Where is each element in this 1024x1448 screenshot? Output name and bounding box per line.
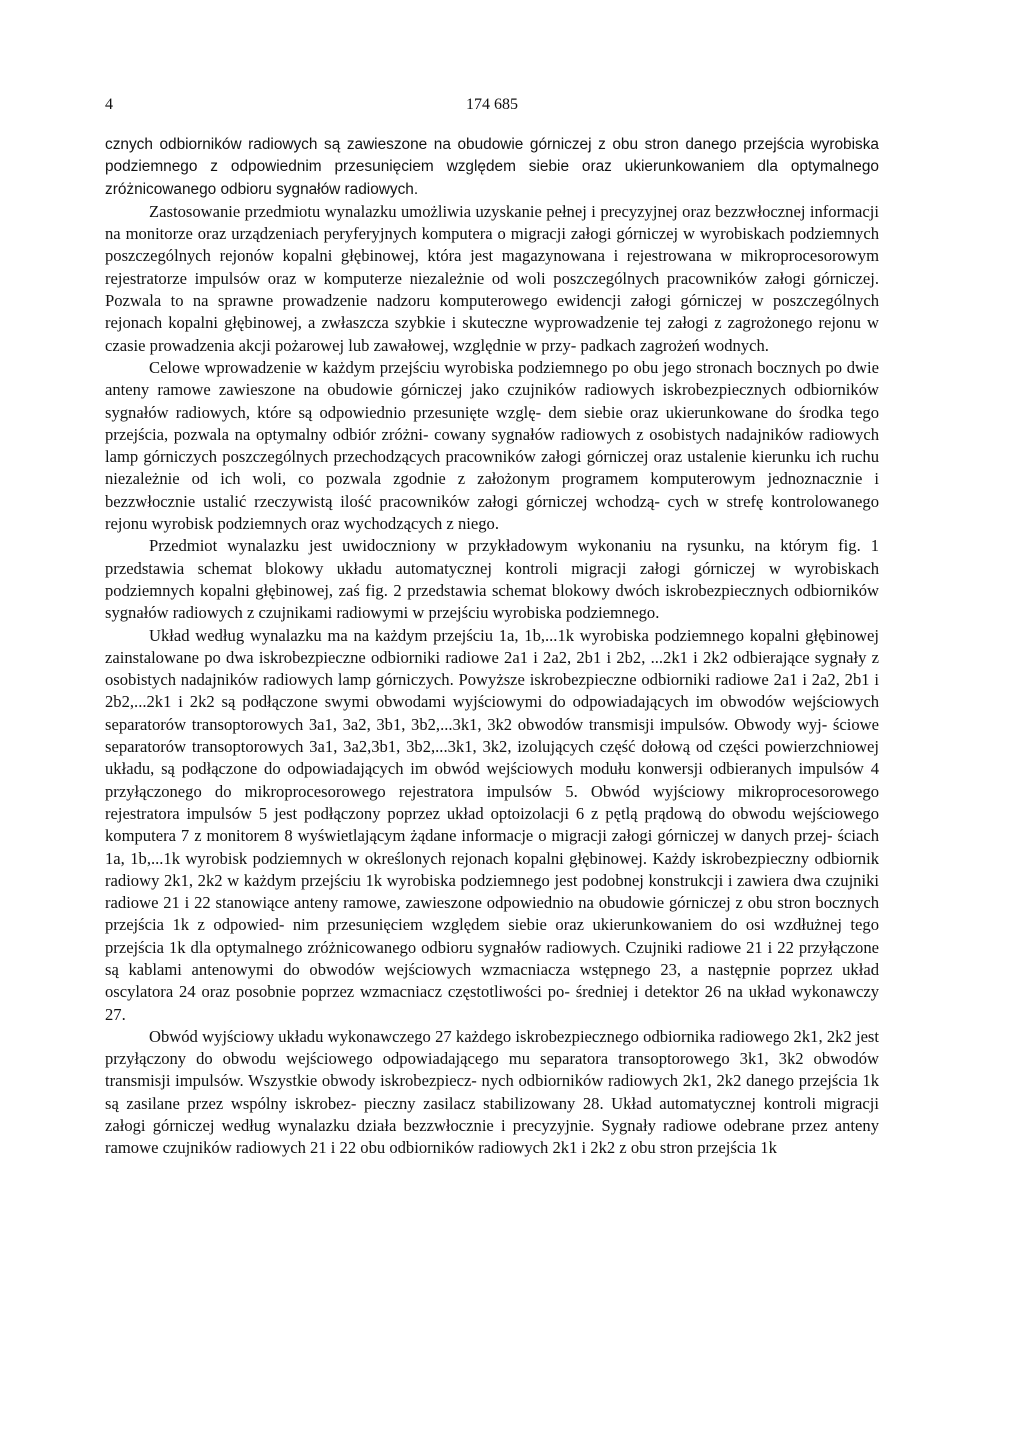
body-text [105, 134, 879, 1160]
paragraph-5: Układ według wynalazku ma na każdym przejściu 1a, 1b,...1k wyrobiska podziemnego kopalni głębinowej zainstalowane po dwa iskrobezpieczne odbiorniki radiowe 2a1 i 2a2, 2b1 i 2b2, ...2k1 i 2k2 odbierające sygnały z osobistych nadajników radiowych lamp górniczych. Powyższe iskrobezpieczne odbiorniki radiowe 2a1 i 2a2, 2b1 i 2b2,...2k1 i 2k2 są podłączone swymi obwodami wyjściowymi do odpowiadających im obwodów wejściowych separatorów transoptorowych 3a1, 3a2, 3b1, 3b2,...3k1, 3k2 obwodów transmisji impulsów. Obwody wyj- ściowe separatorów transoptorowych 3a1, 3a2,3b1, 3b2,...3k1, 3k2, izolujących część dołową od części powierzchniowej układu, są podłączone do odpowiadających im obwód wejściowych modułu konwersji odbieranych impulsów 4 przyłączonego do mikroprocesorowego rejestratora impulsów 5. Obwód wyjściowy mikroprocesorowego rejestratora impulsów 5 jest podłączony poprzez układ optoizolacji 6 z pętlą prądową do obwodu wejściowego komputera 7 z monitorem 8 wyświetlającym żądane informacje o migracji załogi górniczej w danych przej- ściach 1a, 1b,...1k wyrobisk podziemnych w określonych rejonach kopalni głębinowej. Każdy iskrobezpieczny odbiornik radiowy 2k1, 2k2 w każdym przejściu 1k wyrobiska podziemnego jest podobnej konstrukcji i zawiera dwa czujniki radiowe 21 i 22 stanowiące anteny ramowe, zawieszone odpowiednio na obudowie górniczej z obu stron bocznych przejścia 1k z odpowied- nim przesunięciem względem siebie oraz ukierunkowaniem do osi wzdłużnej tego przejścia 1k dla optymalnego zróżnicowanego odbioru sygnałów radiowych. Czujniki radiowe 21 i 22 przyłączone są kablami antenowymi do obwodów wejściowych wzmacniacza wstępnego 23, a następnie poprzez układ oscylatora 24 oraz posobnie poprzez wzmacniacz częstotliwości po- średniej i detektor 26 na układ wykonawczy 27. [105, 625, 879, 1024]
paragraph-4: Przedmiot wynalazku jest uwidoczniony w przykładowym wykonaniu na rysunku, na którym fig. 1 przedstawia schemat blokowy układu automatycznej kontroli migracji załogi górniczej w wyrobiskach podziemnych kopalni głębinowej, zaś fig. 2 przedstawia schemat blokowy dwóch iskrobezpiecznych odbiorników sygnałów radiowych z czujnikami radiowymi w przejściu wyrobiska podziemnego. [105, 536, 879, 623]
page-number: 4 [105, 96, 113, 113]
patent-number: 174 685 [466, 96, 518, 113]
paragraph-6: Obwód wyjściowy układu wykonawczego 27 każdego iskrobezpiecznego odbiornika radiowego 2k1, 2k2 jest przyłączony do obwodu wejściowego odpowiadającego mu separatora transoptorowego 3k1, 3k2 obwodów transmisji impulsów. Wszystkie obwody iskrobezpiecz- nych odbiorników radiowych 2k1, 2k2 danego przejścia 1k są zasilane przez wspólny iskrobez- pieczny zasilacz stabilizowany 28. Układ automatycznej kontroli migracji załogi górniczej według wynalazku działa bezzwłocznie i precyzyjnie. Sygnały radiowe odebrane przez anteny ramowe czujników radiowych 21 i 22 obu odbiorników radiowych 2k1 i 2k2 z obu stron przejścia 1k [105, 1026, 879, 1158]
paragraph-3: Celowe wprowadzenie w każdym przejściu wyrobiska podziemnego po obu jego stronach bocznych po dwie anteny ramowe zawieszone na obudowie górniczej jako czujników radiowych iskrobezpiecznych odbiorników sygnałów radiowych, które są odpowiednio przesunięte wzglę- dem siebie oraz ukierunkowane do środka tego przejścia, pozwala na optymalny odbiór zróżni- cowany sygnałów radiowych z osobistych nadajników radiowych lamp górniczych poszczególnych przechodzących pracowników załogi górniczej oraz ustalenie kierunku ich ruchu niezależnie od ich woli, co pozwala zgodnie z założonym programem komputerowym jednoznacznie i bezzwłocznie ustalić rzeczywistą ilość pracowników załogi górniczej wchodzą- cych w strefę kontrolowanego rejonu wyrobisk podziemnych oraz wychodzących z niego. [105, 357, 879, 534]
paragraph-1: cznych odbiorników radiowych są zawieszone na obudowie górniczej z obu stron danego przejścia wyrobiska podziemnego z odpowiednim przesunięciem względem siebie oraz ukierunkowaniem dla optymalnego zróżnicowanego odbioru sygnałów radiowych. [105, 136, 879, 198]
paragraph-2: Zastosowanie przedmiotu wynalazku umożliwia uzyskanie pełnej i precyzyjnej oraz bezzwłocznej informacji na monitorze oraz urządzeniach peryferyjnych komputera o migracji załogi górniczej w wyrobiskach podziemnych poszczególnych rejonów kopalni głębinowej, która jest magazynowana i rejestrowana w mikroprocesorowym rejestratorze impulsów oraz w komputerze niezależnie od woli poszczególnych pracowników załogi górniczej. Pozwala to na sprawne prowadzenie nadzoru komputerowego ewidencji załogi górniczej w poszczególnych rejonach kopalni głębinowej, a zwłaszcza szybkie i skuteczne wyprowadzenie tej załogi z zagrożonego rejonu w czasie prowadzenia akcji pożarowej lub zawałowej, względnie w przy- padkach zagrożeń wodnych. [105, 201, 879, 355]
page-header [105, 96, 879, 120]
document-page [105, 96, 879, 1160]
